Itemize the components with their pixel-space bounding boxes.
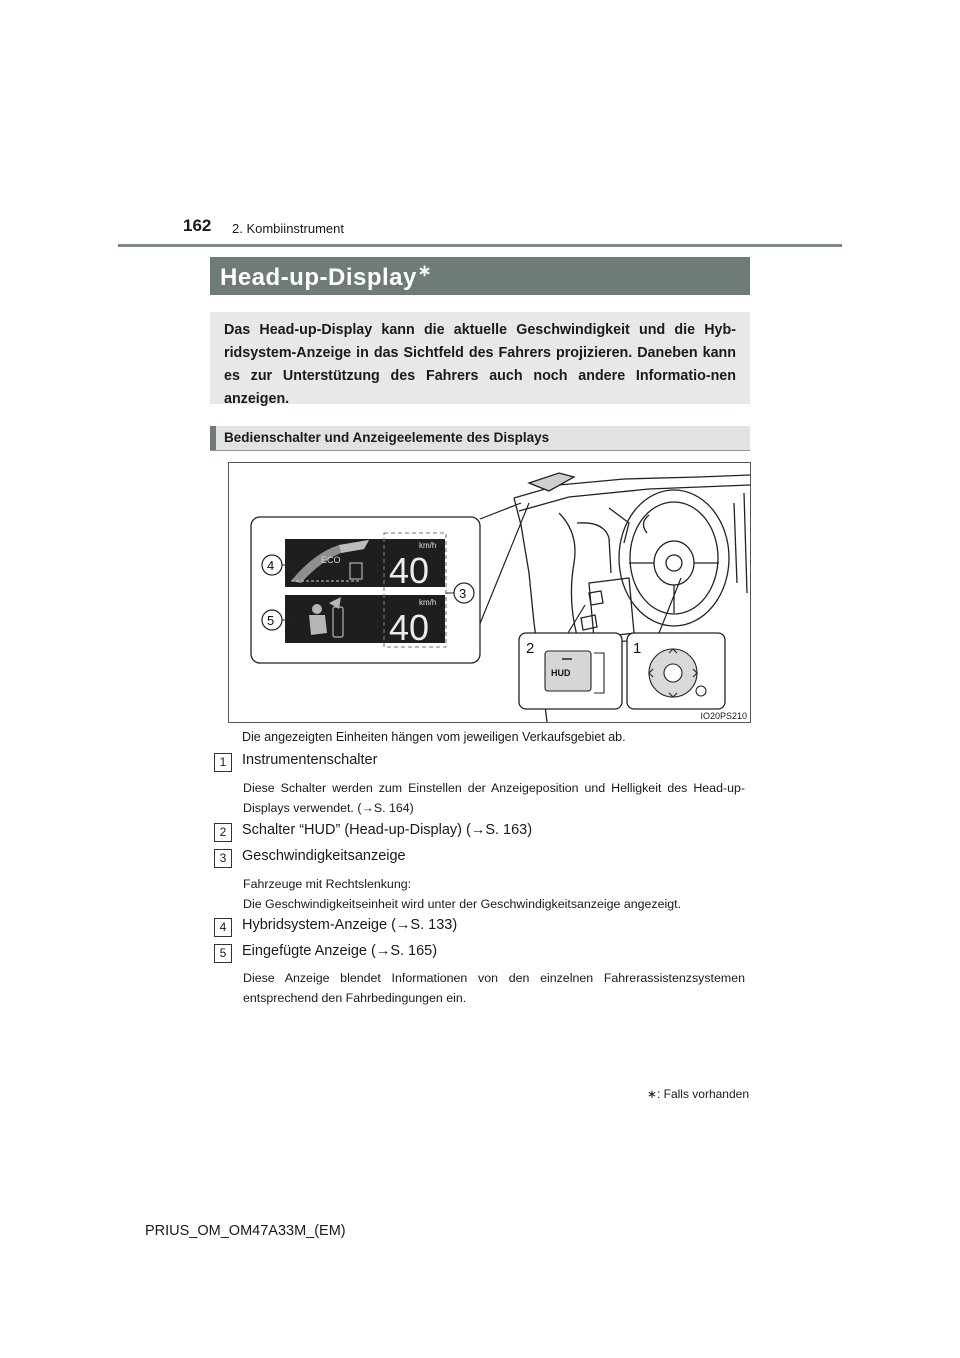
item-number: 5 <box>214 944 232 963</box>
hud-illustration <box>228 462 751 723</box>
callout-2: 2 <box>526 640 535 657</box>
subsection-title: Bedienschalter und Anzeigeelemente des Displays <box>224 430 550 445</box>
item-description: Diese Anzeige blendet Informationen von den einzelnen Fahrerassistenzsystemen entsprechend den Fahrbedingungen ein. <box>243 971 745 1005</box>
eco-label: ECO <box>321 555 341 565</box>
item-description: Diese Schalter werden zum Einstellen der Anzeigeposition und Helligkeit des Head-up-Displays verwendet. (→S. 164) <box>243 781 745 815</box>
item-label: Instrumentenschalter <box>242 752 378 768</box>
hud-illustration-drawing <box>229 463 750 722</box>
speed-unit-bottom: km/h <box>419 598 437 607</box>
item-description <box>243 874 745 914</box>
page-number: 162 <box>183 216 212 235</box>
footer-doc-id: PRIUS_OM_OM47A33M_(EM) <box>145 1223 346 1239</box>
subsection-accent-bar <box>210 426 216 450</box>
image-code: IO20PS210 <box>700 711 747 721</box>
optional-equipment-marker: ∗ <box>417 263 432 280</box>
item-description-line: Fahrzeuge mit Rechtslenkung: <box>243 877 412 891</box>
item-number: 4 <box>214 918 232 937</box>
item-label: Hybridsystem-Anzeige (→S. 133) <box>242 917 458 933</box>
footnote: ∗: Falls vorhanden <box>646 1087 749 1101</box>
callout-4: 4 <box>267 558 275 573</box>
section-banner <box>210 257 750 295</box>
item-label: Eingefügte Anzeige (→S. 165) <box>242 943 438 959</box>
chapter-title: 2. Kombiinstrument <box>232 221 344 236</box>
speed-unit-top: km/h <box>419 541 437 550</box>
intro-text: Das Head-up-Display kann die aktuelle Geschwindigkeit und die Hyb-ridsystem-Anzeige in das Sichtfeld des Fahrers projizieren. Daneben kann es zur Unterstützung des Fahrers auch noch andere Informatio-nen anzeigen. <box>224 322 736 407</box>
callout-3: 3 <box>459 586 467 601</box>
speed-value-bottom: 40 <box>389 607 430 648</box>
section-title <box>220 261 432 292</box>
subsection-banner <box>210 426 750 451</box>
item-label: Geschwindigkeitsanzeige <box>242 848 406 864</box>
hud-button-label: HUD <box>551 668 571 678</box>
callout-1: 1 <box>633 640 642 657</box>
illustration-caption: Die angezeigten Einheiten hängen vom jeweiligen Verkaufsgebiet ab. <box>242 730 626 744</box>
intro-box <box>210 312 750 407</box>
speed-value-top: 40 <box>389 550 430 591</box>
item-number: 1 <box>214 753 232 772</box>
item-description-line: Die Geschwindigkeitseinheit wird unter der Geschwindigkeitsanzeige angezeigt. <box>243 897 682 911</box>
item-number: 3 <box>214 849 232 868</box>
header-rule <box>118 244 842 247</box>
section-title-text: Head-up-Display <box>220 264 417 291</box>
item-label: Schalter “HUD” (Head-up-Display) (→S. 163) <box>242 822 533 838</box>
item-number: 2 <box>214 823 232 842</box>
callout-5: 5 <box>267 613 275 628</box>
